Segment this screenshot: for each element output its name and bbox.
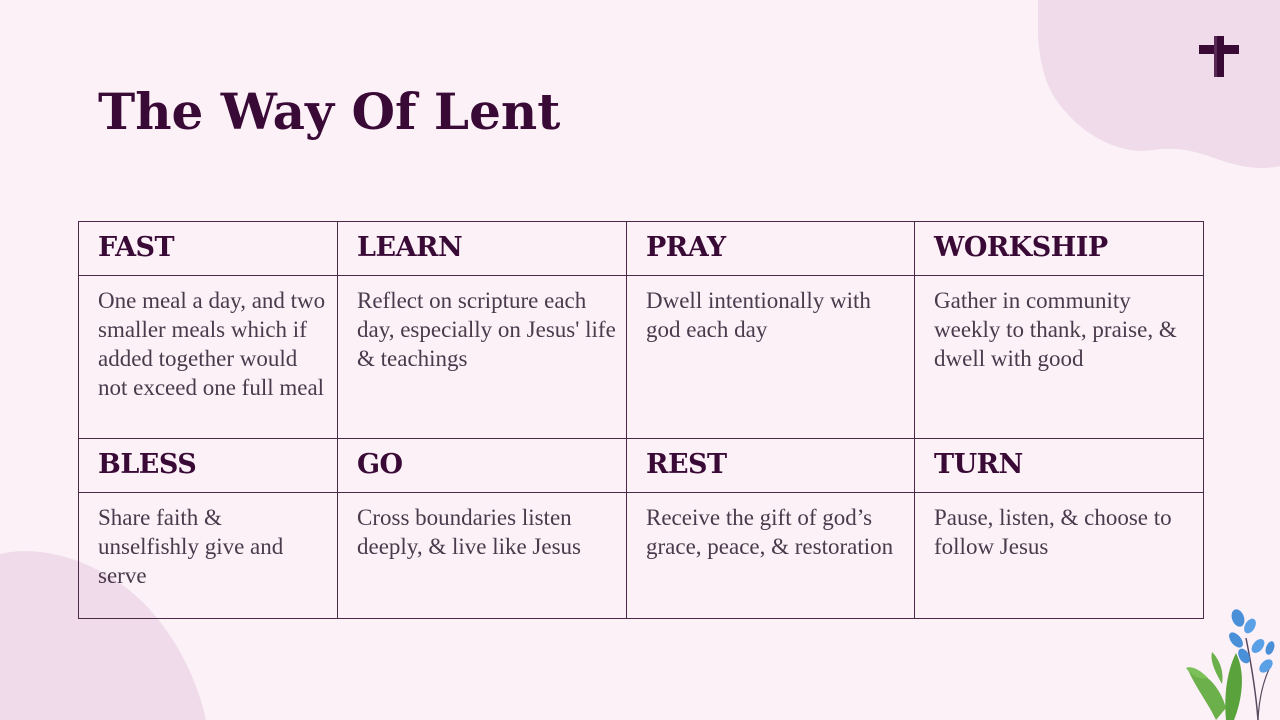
practice-heading-label: PRAY	[646, 232, 726, 263]
practice-description: Cross boundaries listen deeply, & live like Jesus	[338, 493, 627, 619]
practice-heading-label: GO	[357, 449, 403, 480]
practice-description: Gather in community weekly to thank, praise, & dwell with good	[915, 276, 1204, 439]
table-row	[79, 276, 1204, 439]
page-title: The Way Of Lent	[98, 82, 561, 141]
practice-heading	[79, 222, 338, 276]
practice-heading-label: TURN	[934, 449, 1023, 480]
practice-description: Pause, listen, & choose to follow Jesus	[915, 493, 1204, 619]
practice-heading	[627, 222, 915, 276]
practice-heading-label: FAST	[98, 232, 175, 263]
decorative-blob-top-right	[1038, 0, 1280, 168]
practice-heading	[338, 439, 627, 493]
practice-description: Reflect on scripture each day, especially on Jesus' life & teachings	[338, 276, 627, 439]
table-row	[79, 493, 1204, 619]
practice-heading-label: WORKSHIP	[934, 232, 1108, 263]
lent-practices-table	[78, 221, 1204, 619]
practice-description: One meal a day, and two smaller meals which if added together would not exceed one full meal	[79, 276, 338, 439]
practice-description: Dwell intentionally with god each day	[627, 276, 915, 439]
practice-heading-label: LEARN	[357, 232, 463, 263]
cross-icon	[1198, 36, 1240, 78]
practice-heading-label: BLESS	[98, 449, 197, 480]
practice-description: Share faith & unselfishly give and serve	[79, 493, 338, 619]
plant-leaves-icon	[1186, 608, 1280, 720]
practice-heading	[627, 439, 915, 493]
practice-heading	[915, 222, 1204, 276]
practice-heading	[915, 439, 1204, 493]
practice-description: Receive the gift of god’s grace, peace, & restoration	[627, 493, 915, 619]
practice-heading	[79, 439, 338, 493]
practice-heading	[338, 222, 627, 276]
table-row	[79, 439, 1204, 493]
table-row	[79, 222, 1204, 276]
practice-heading-label: REST	[646, 449, 727, 480]
